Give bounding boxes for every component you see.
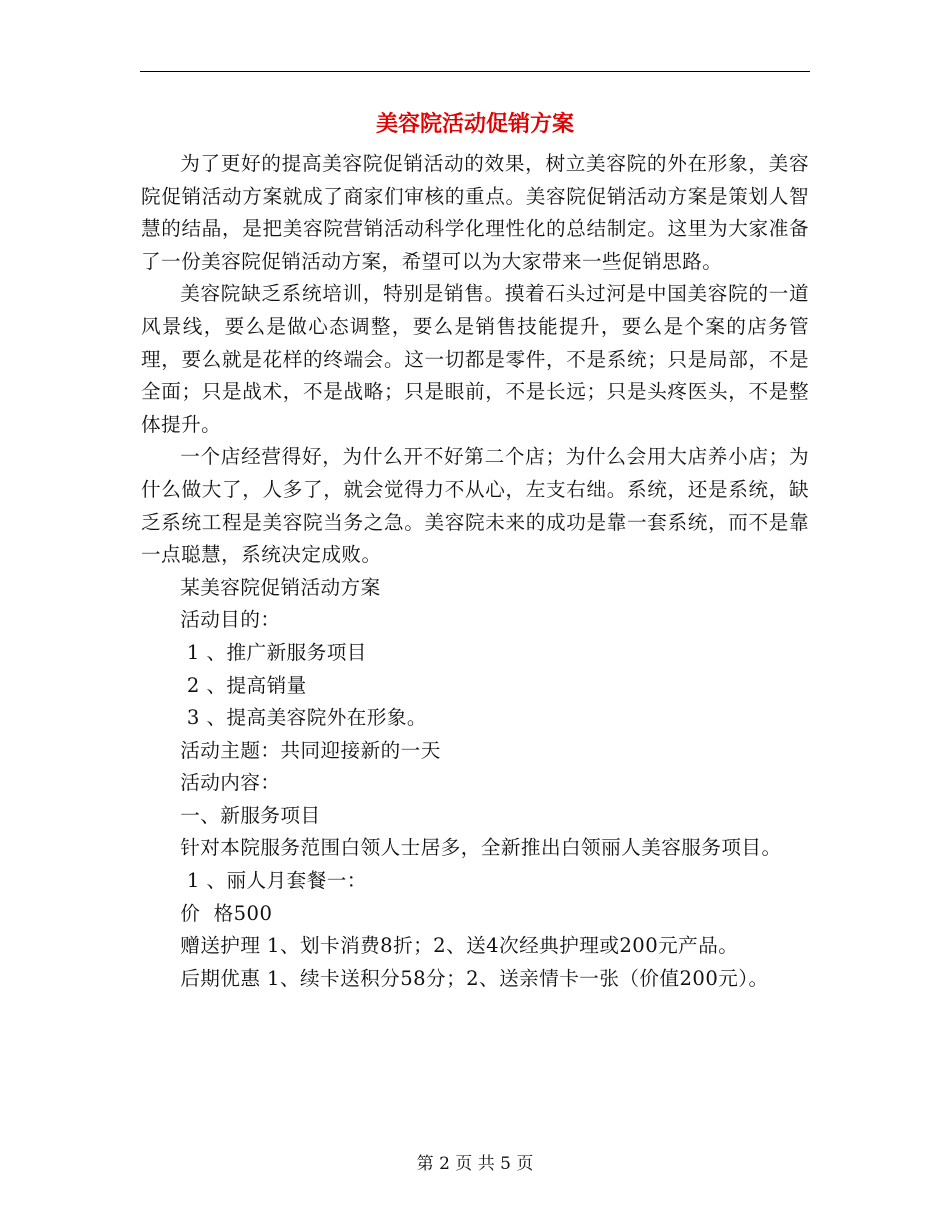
subsection-heading: 一、新服务项目 [180,803,321,827]
section-label: 活动目的： [180,608,281,632]
plan-heading: 某美容院促销活动方案 [180,575,381,599]
intro-paragraph: 为了更好的提高美容院促销活动的效果，树立美容院的外在形象，美容院促销活动方案就成了商家们审核的重点。美容院促销活动方案是策划人智慧的结晶，是把美容院营销活动科学化理性化的总结制定。这里为大家准备了一份美容院促销活动方案，希望可以为大家带来一些促销思路。 [141,152,809,273]
section-label: 活动内容： [180,771,281,795]
list-item: 1 、推广新服务项目 [180,640,367,664]
list-item: 2 、提高销量 [180,673,307,697]
list-item: 3 、提高美容院外在形象。 [180,706,427,730]
gift-line: 赠送护理 1、划卡消费8折；2、送4次经典护理或200元产品。 [180,934,739,958]
body-paragraph: 针对本院服务范围白领人士居多，全新推出白领丽人美容服务项目。 [180,836,782,860]
list-item: 1 、丽人月套餐一： [180,869,367,893]
body-paragraph: 一个店经营得好，为什么开不好第二个店；为什么会用大店养小店；为什么做大了，人多了，就会觉得力不从心，左支右绌。系统，还是系统，缺乏系统工程是美容院当务之急。美容院未来的成功是靠一套系统，而不是靠一点聪慧，系统决定成败。 [141,445,809,567]
price-line: 价 格500 [180,901,273,925]
body-paragraph: 美容院缺乏系统培训，特别是销售。摸着石头过河是中国美容院的一道风景线，要么是做心态调整，要么是销售技能提升，要么是个案的店务管理，要么就是花样的终端会。这一切都是零件，不是系统；只是局部，不是全面；只是战术，不是战略；只是眼前，不是长远；只是头疼医头，不是整体提升。 [141,282,809,436]
page-number: 第 2 页 共 5 页 [416,1154,534,1174]
document-body [141,148,809,995]
discount-line: 后期优惠 1、续卡送积分58分；2、送亲情卡一张（价值200元）。 [180,966,769,990]
document-title: 美容院活动促销方案 [375,112,574,137]
header-rule [140,71,810,72]
section-label: 活动主题：共同迎接新的一天 [180,738,441,762]
